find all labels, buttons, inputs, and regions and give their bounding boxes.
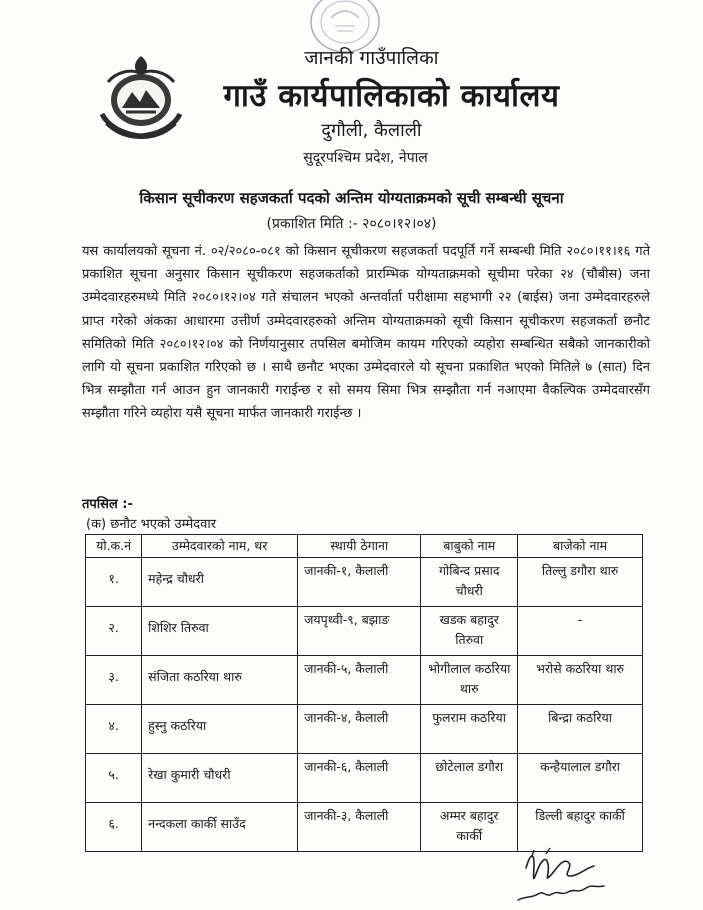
table-row (86, 803, 643, 852)
published-date: (प्रकाशित मिति :- २०८०।१२।०४) (266, 216, 437, 232)
notice-body: यस कार्यालयको सूचना नं. ०२/२०८०-०८१ को किसान सूचीकरण सहजकर्ता पदपूर्ति गर्ने सम्बन्धी मिति २०८०।११।१६ गते प्रकाशित सूचना अनुसार किसान सूचीकरण सहजकर्ताको प्रारम्भिक योग्यताक्रमको सूचीमा परेका २४ (चौबीस) जना उम्मेदवारहरुमध्ये मिति २०८०।१२।०४ गते संचालन भएको अन्तर्वार्ता परीक्षामा सहभागी २२ (बाईस) जना उम्मेदवारहरुले प्राप्त गरेको अंकका आधारमा उत्तीर्ण उम्मेदवारहरुको अन्तिम योग्यताक्रमको सूची किसान सूचीकरण सहजकर्ता छनौट समितिको मिति २०८०।१२।०४ को निर्णयानुसार तपसिल बमोजिम कायम गरिएको व्यहोरा सम्बन्धित सबैको जानकारीको लागि यो सूचना प्रकाशित गरिएको छ । साथै छनौट भएका उम्मेदवारले यो सूचना प्रकाशित भएको मितिले ७ (सात) दिन भित्र सम्झौता गर्न आउन हुन जानकारी गराईन्छ र सो समय सिमा भित्र सम्झौता गर्न नआएमा वैकल्पिक उम्मेदवारसँग सम्झौता गरिने व्यहोरा यसै सूचना मार्फत जानकारी गराईन्छ । (82, 244, 650, 422)
col-header-address: स्थायी ठेगाना (298, 535, 421, 558)
col-header-father: बाबुको नाम (421, 535, 518, 558)
tapasil-label: तपसिल :- (82, 497, 133, 512)
province-name: सुदूरपश्चिम प्रदेश, नेपाल (303, 150, 428, 166)
palika-name: जानकी गाउँपालिका (304, 47, 439, 69)
cell-name: महेन्द्र चौधरी (142, 558, 298, 607)
table-row (86, 607, 643, 656)
cell-name: शिशिर तिरुवा (142, 607, 298, 656)
cell-address: जानकी-३, कैलाली (298, 803, 421, 852)
cell-grandfather: - (518, 607, 643, 656)
cell-father: फुलराम कठरिया (421, 705, 518, 754)
table-row (86, 558, 643, 607)
handwritten-signature (512, 846, 612, 910)
cell-father: अम्मर बहादुर कार्की (421, 803, 518, 852)
cell-father: छोटेलाल डगौरा (421, 754, 518, 803)
col-header-grandfather: बाजेको नाम (518, 535, 643, 558)
col-header-sn: यो.क.नं (86, 535, 142, 558)
cell-address: जानकी-१, कैलाली (298, 558, 421, 607)
cell-grandfather: भरोसे कठरिया थारु (518, 656, 643, 705)
notice-subject: किसान सूचीकरण सहजकर्ता पदको अन्तिम योग्यताक्रमको सूची सम्बन्धी सूचना (139, 189, 564, 207)
table-row (86, 754, 643, 803)
cell-grandfather: तिल्लु डगौरा थारु (518, 558, 643, 607)
cell-address: जयपृथ्वी-९, बझाङ (298, 607, 421, 656)
cell-address: जानकी-६, कैलाली (298, 754, 421, 803)
cell-sn: १. (86, 558, 142, 607)
cell-sn: ३. (86, 656, 142, 705)
cell-address: जानकी-५, कैलाली (298, 656, 421, 705)
cell-father: खडक बहादुर तिरुवा (421, 607, 518, 656)
table-row (86, 705, 643, 754)
office-name: गाउँ कार्यपालिकाको कार्यालय (223, 78, 560, 114)
cell-grandfather: डिल्ली बहादुर कार्की (518, 803, 643, 852)
cell-father: भोगीलाल कठरिया थारु (421, 656, 518, 705)
cell-sn: ५. (86, 754, 142, 803)
cell-name: रेखा कुमारी चौधरी (142, 754, 298, 803)
cell-grandfather: कन्हैयालाल डगौरा (518, 754, 643, 803)
cell-name: नन्दकला कार्की साउँद (142, 803, 298, 852)
cell-sn: ६. (86, 803, 142, 852)
table-header-row (86, 535, 643, 558)
table-row (86, 656, 643, 705)
cell-name: हुस्नु कठरिया (142, 705, 298, 754)
cell-father: गोबिन्द प्रसाद चौधरी (421, 558, 518, 607)
cell-address: जानकी-४, कैलाली (298, 705, 421, 754)
selected-candidates-table (85, 534, 643, 852)
cell-sn: ४. (86, 705, 142, 754)
cell-grandfather: बिन्द्रा कठरिया (518, 705, 643, 754)
col-header-name: उम्मेदवारको नाम, थर (142, 535, 298, 558)
cell-sn: २. (86, 607, 142, 656)
office-place: दुगौली, कैलाली (321, 120, 422, 141)
table-title: (क) छनौट भएको उम्मेदवार (86, 517, 217, 532)
cell-name: संजिता कठरिया थारु (142, 656, 298, 705)
